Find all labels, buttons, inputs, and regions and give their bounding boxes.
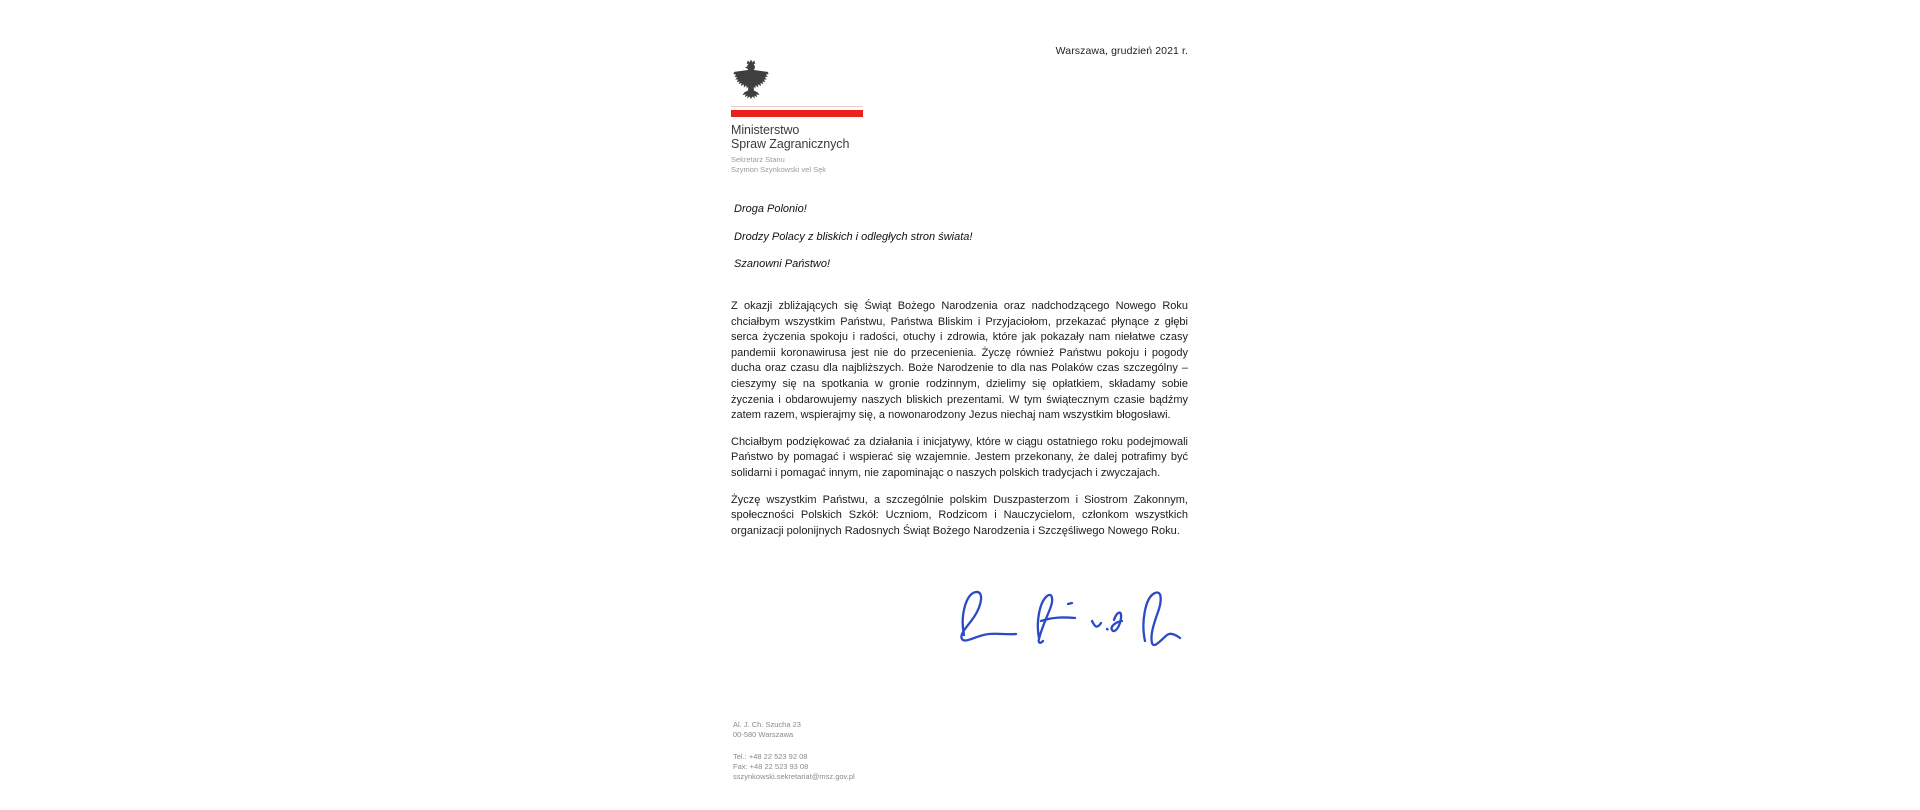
sender-title: Sekretarz Stanu	[731, 155, 785, 164]
body-paragraph: Chciałbym podziękować za działania i inicjatywy, które w ciągu ostatniego roku podejmowali Państwo by pomagać i wspierać się wzajemnie. Jestem przekonany, że dalej potrafimy być solidarni i pomagać innym, nie zapominając o naszych polskich tradycjach i zwyczajach.	[731, 435, 1188, 479]
salutation-line: Szanowni Państwo!	[734, 258, 830, 270]
ministry-name-line2: Spraw Zagranicznych	[731, 137, 850, 151]
sender-name: Szymon Szynkowski vel Sęk	[731, 164, 827, 174]
polish-eagle-emblem-icon	[732, 58, 770, 102]
sender-block	[731, 155, 901, 175]
ministry-name	[731, 123, 901, 151]
body-paragraph: Życzę wszystkim Państwu, a szczególnie polskim Duszpasterzom i Siostrom Zakonnym, społeczności Polskich Szkół: Uczniom, Rodzicom i Nauczycielom, członkom wszystkich organizacji polonijnych Radosnych Świąt Bożego Narodzenia i Szczęśliwego Nowego Roku.	[731, 493, 1188, 537]
footer-address-line: Al. J. Ch. Szucha 23	[733, 720, 801, 729]
footer-contact-line: Fax: +48 22 523 93 08	[733, 762, 809, 771]
footer-contact-line: sszynkowski.sekretariat@msz.gov.pl	[733, 772, 855, 781]
flag-divider	[731, 106, 863, 117]
handwritten-signature-icon	[949, 578, 1185, 658]
salutations	[734, 203, 972, 286]
footer-contact-line: Tel.: +48 22 523 92 08	[733, 752, 808, 761]
flag-red-stripe	[731, 110, 863, 117]
letterhead	[731, 58, 901, 175]
footer	[733, 720, 855, 782]
footer-gap	[733, 740, 855, 752]
letter-body	[731, 299, 1188, 550]
letter-page	[731, 0, 1188, 810]
footer-address-line: 00-580 Warszawa	[733, 730, 794, 739]
salutation-line: Droga Polonio!	[734, 203, 807, 215]
date-line: Warszawa, grudzień 2021 r.	[1055, 45, 1188, 57]
body-paragraph: Z okazji zbliżających się Świąt Bożego Narodzenia oraz nadchodzącego Nowego Roku chciałbym wszystkim Państwu, Państwa Bliskim i Przyjaciołom, przekazać płynące z głębi serca życzenia spokoju i radości, otuchy i zdrowia, które jak pokazały nam niełatwe czasy pandemii koronawirusa jest nie do przecenienia. Życzę również Państwu pokoju i pogody ducha oraz czasu dla najbliższych. Boże Narodzenie to dla nas Polaków czas szczególny – cieszymy się na spotkania w gronie rodzinnym, dzielimy się opłatkiem, składamy sobie życzenia i obdarowujemy naszych bliskich prezentami. W tym świątecznym czasie bądźmy zatem razem, wspierajmy się, a nowonarodzony Jezus niechaj nam wszystkim błogosławi.	[731, 300, 1188, 422]
salutation-line: Drodzy Polacy z bliskich i odległych stron świata!	[734, 230, 973, 243]
ministry-name-line1: Ministerstwo	[731, 123, 800, 137]
